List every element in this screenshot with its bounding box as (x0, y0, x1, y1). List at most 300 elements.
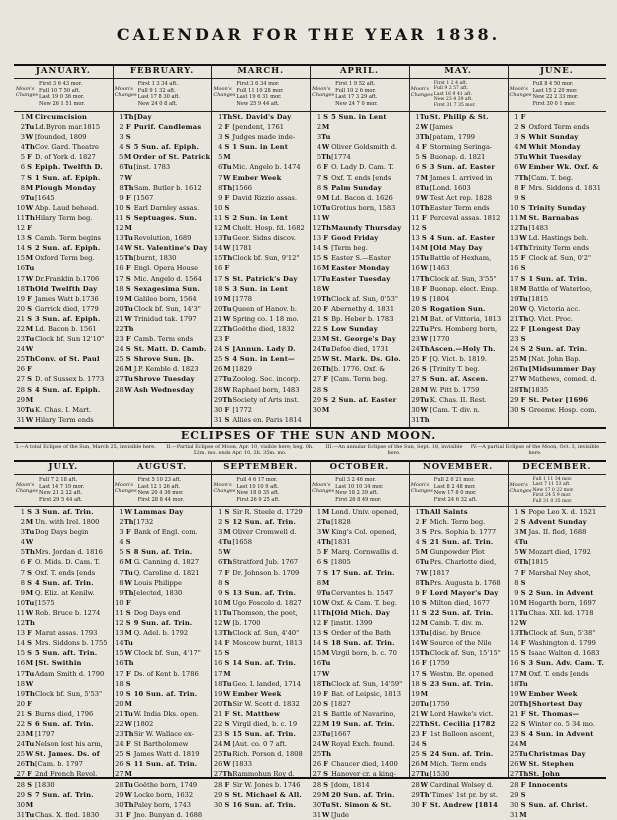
day-number: 13 (115, 234, 124, 243)
day-number: 8 (218, 578, 223, 587)
day-number: 16 (16, 659, 25, 668)
weekday-letter: Th (419, 415, 430, 424)
day-number: 20 (411, 699, 420, 708)
day-number: 26 (509, 760, 519, 769)
day-number: 10 (213, 203, 223, 212)
day-row (114, 324, 211, 334)
day-number: 26 (16, 365, 25, 374)
weekday-letter: S (125, 133, 131, 142)
day-number: 15 (411, 254, 420, 263)
day-number: 28 (312, 385, 322, 394)
day-event: [Day (133, 113, 152, 121)
weekday-letter: Th (222, 395, 233, 404)
day-number: 13 (312, 629, 322, 638)
weekday-letter: F (520, 324, 526, 333)
moon-phase: New 18 8 35 aft. (236, 490, 280, 497)
day-row (311, 203, 408, 213)
day-event: 9 Sun. af. Trin. (133, 619, 193, 628)
day-event: Oliver Cromwell d. (232, 528, 297, 537)
day-number: 30 (16, 405, 25, 414)
day-row (410, 547, 507, 557)
weekday-letter: F (224, 568, 230, 577)
weekday-letter: S (224, 719, 230, 728)
day-event: Hogarth born, 1697 (528, 598, 597, 607)
weekday-letter: S (27, 639, 32, 648)
day-number: 19 (411, 294, 420, 303)
moon-phase: First 24 6 32 aft. (433, 496, 478, 503)
day-row (114, 122, 211, 132)
day-event: Lond. Univ. opened, (331, 508, 399, 516)
day-event: Ld. Bacon b. 1561 (35, 324, 97, 333)
weekday-letter: M (124, 770, 132, 779)
day-row (311, 628, 408, 638)
day-row (15, 233, 112, 243)
day-number: 9 (119, 193, 124, 202)
day-list (212, 112, 309, 425)
day-number: 7 (218, 173, 223, 182)
day-row (212, 223, 309, 233)
day-event: [Cam. T. div. n. (429, 405, 480, 414)
day-event: Ember Wk. Oxf. & (528, 163, 599, 172)
day-number: 29 (509, 790, 519, 799)
weekday-letter: W (25, 679, 34, 688)
day-row (15, 304, 112, 314)
day-event (330, 122, 408, 132)
day-number: 20 (509, 304, 519, 313)
day-event: 2 Sun. af. Trin. (528, 345, 588, 354)
day-number: 28 (115, 385, 124, 394)
day-event: [1759 (429, 699, 450, 708)
day-row (15, 709, 112, 719)
day-number: 25 (213, 355, 223, 364)
weekday-letter: Th (222, 183, 233, 192)
day-row (212, 284, 309, 294)
day-row (311, 568, 408, 578)
day-number: 12 (213, 619, 223, 628)
day-row (114, 263, 211, 273)
day-row (311, 193, 408, 203)
day-row (114, 557, 211, 567)
day-row (15, 517, 112, 527)
day-row (15, 324, 112, 334)
moon-phase: Full 31 0 35 mor. (532, 498, 573, 504)
day-event: Clock af. Sun, 0'2" (528, 254, 592, 263)
day-number: 13 (213, 629, 223, 638)
day-number: 28 (16, 780, 25, 789)
day-event: [1530 (429, 770, 450, 779)
day-row (212, 507, 309, 517)
day-number: 22 (115, 719, 124, 728)
weekday-letter: M (25, 324, 34, 333)
day-event: [1575 (35, 598, 55, 607)
day-event (231, 334, 309, 344)
day-row (311, 132, 408, 142)
day-event (34, 679, 112, 689)
day-number: 12 (312, 619, 322, 628)
day-row (311, 223, 408, 233)
day-row (509, 759, 606, 769)
day-number: 20 (312, 699, 322, 708)
day-number: 14 (411, 244, 420, 253)
weekday-letter: Th (123, 800, 134, 809)
day-row (410, 568, 507, 578)
day-event: Whit Monday (528, 143, 581, 152)
day-row (509, 112, 606, 122)
day-row (410, 729, 507, 739)
day-row (212, 638, 309, 648)
day-event: 2 Sun. in Lent (232, 213, 289, 222)
day-number: 24 (213, 345, 223, 354)
day-row (509, 183, 606, 193)
weekday-letter: M (321, 719, 330, 728)
day-number: 31 (16, 810, 25, 819)
weekday-letter: Tu (25, 810, 35, 819)
weekday-letter: M (223, 224, 231, 233)
day-event (330, 213, 408, 223)
day-event: Whit Tuesday (528, 153, 582, 162)
weekday-letter: S (224, 730, 230, 739)
day-number: 3 (316, 133, 322, 142)
day-row (114, 203, 211, 213)
day-event: Cardinal Wolsey d. (429, 780, 494, 789)
day-number: 2 (316, 518, 322, 527)
moon-phase: New 20 4 36 mor. (137, 490, 184, 497)
day-event: Goëthe died, 1832 (232, 324, 295, 333)
weekday-letter: Th (123, 113, 134, 121)
weekday-letter: W (321, 143, 330, 152)
day-number: 27 (509, 770, 519, 779)
day-number: 18 (312, 679, 322, 688)
day-row (509, 284, 606, 294)
day-number: 21 (115, 709, 124, 718)
weekday-letter: Tu (518, 608, 528, 617)
day-event: [founded, 1809 (35, 133, 87, 142)
day-row (212, 679, 309, 689)
day-event: K. Chas. II. Rest. (429, 395, 487, 404)
weekday-letter: Th (419, 345, 430, 354)
day-event: Thomson, the poet, (232, 608, 298, 617)
day-number: 13 (509, 629, 519, 638)
day-number: 7 (514, 568, 519, 577)
day-event (133, 324, 211, 334)
weekday-letter: Tu (321, 659, 331, 668)
day-number: 13 (312, 234, 322, 243)
moon-phase: Full 2 0 21 mor. (433, 477, 475, 483)
weekday-letter: F (323, 760, 328, 769)
day-row (114, 183, 211, 193)
day-number: 3 (316, 528, 322, 537)
day-number: 25 (115, 355, 124, 364)
weekday-letter: F (520, 254, 526, 263)
moon-phase: Last 10 10 34 mor. (335, 483, 384, 490)
day-event: Oxf. T. ends [ends (35, 568, 96, 577)
day-number: 29 (312, 790, 322, 799)
day-row (509, 142, 606, 152)
month-name: JULY. (48, 462, 79, 472)
weekday-letter: W (223, 548, 231, 557)
weekday-letter: S (421, 750, 427, 759)
day-number: 21 (16, 709, 25, 718)
day-event: 3 Sun. af. Trin. (35, 508, 94, 516)
day-event: W. India Dks. open. (133, 709, 199, 718)
weekday-letter: M (321, 508, 330, 516)
weekday-letter: W (420, 264, 429, 273)
weekday-letter: S (224, 213, 230, 222)
day-event: St. Simon & St. (331, 800, 392, 809)
weekday-letter: M (321, 123, 330, 132)
day-row (15, 658, 112, 668)
day-number: 28 (213, 385, 223, 394)
day-number: 5 (119, 153, 124, 162)
day-row (311, 253, 408, 263)
day-row (509, 243, 606, 253)
month-name: JUNE. (540, 66, 574, 76)
weekday-letter: Th (419, 133, 430, 142)
weekday-letter: M (223, 365, 231, 374)
day-row (212, 314, 309, 324)
day-event: Spring co. 1 18 mo. (232, 314, 299, 323)
weekday-letter: Tu (123, 375, 133, 384)
day-event: Palm Sunday (331, 183, 382, 192)
day-row (410, 334, 507, 344)
day-row (410, 557, 507, 567)
weekday-letter: Th (222, 629, 233, 638)
day-number: 24 (312, 740, 322, 749)
day-row (509, 152, 606, 162)
day-row (114, 709, 211, 719)
day-event (133, 132, 211, 142)
weekday-letter: S (520, 730, 526, 739)
day-event: [1827 (331, 699, 351, 708)
month-name: DECEMBER. (522, 462, 592, 472)
day-row (509, 719, 606, 729)
day-number: 7 (20, 568, 25, 577)
day-event (231, 152, 309, 162)
day-number: 2 (218, 518, 223, 527)
day-number: 21 (411, 314, 420, 323)
day-event: 3 Sun. af. Easter (429, 163, 496, 172)
day-row (410, 132, 507, 142)
weekday-letter: W (223, 385, 231, 394)
weekday-letter: Th (25, 284, 35, 293)
day-event: Plough Monday (35, 183, 96, 192)
moon-phase: Last 19 0 36 mor. (39, 94, 85, 101)
day-row (311, 537, 408, 547)
day-row (114, 568, 211, 578)
day-row (311, 669, 408, 679)
weekday-letter: W (420, 123, 429, 132)
day-event (133, 658, 211, 668)
weekday-letter: S (323, 183, 329, 192)
day-row (114, 294, 211, 304)
weekday-letter: M (420, 385, 428, 394)
day-row (114, 790, 211, 800)
day-row (15, 739, 112, 749)
day-number: 9 (119, 588, 124, 597)
day-event: [1828 (331, 518, 351, 527)
day-number: 1 (218, 508, 223, 516)
day-number: 4 (119, 538, 124, 547)
day-row (509, 385, 606, 395)
day-number: 23 (509, 730, 519, 739)
day-number: 24 (509, 740, 519, 749)
day-row (509, 769, 606, 779)
weekday-letter: S (224, 578, 230, 587)
day-event (231, 578, 309, 588)
day-row (212, 769, 309, 779)
day-event: [1805 (331, 558, 351, 567)
weekday-letter: S (520, 193, 526, 202)
day-number: 16 (115, 659, 124, 668)
day-event: Christmas Day (528, 750, 586, 759)
weekday-letter: M (25, 395, 34, 404)
day-row (15, 395, 112, 405)
weekday-letter: S (323, 568, 329, 577)
day-number: 1 (514, 113, 519, 121)
month-name: OCTOBER. (329, 462, 390, 472)
day-event: [1831 (331, 538, 351, 547)
day-event: Shrove Tuesday (133, 375, 195, 384)
day-number: 3 (119, 133, 124, 142)
weekday-letter: Tu (123, 709, 133, 718)
day-event (528, 739, 606, 749)
weekday-letter: S (224, 790, 230, 799)
day-row (212, 294, 309, 304)
day-event: Ld. Hastings beh. (528, 234, 589, 243)
day-number: 29 (16, 790, 25, 799)
weekday-letter: F (520, 113, 526, 121)
day-number: 1 (415, 113, 420, 121)
day-event: [b. 1776. Oxf. & (331, 365, 386, 374)
day-row (212, 699, 309, 709)
day-number: 8 (514, 183, 519, 192)
weekday-letter: W (321, 740, 330, 749)
weekday-letter: Th (123, 254, 134, 263)
day-row (509, 122, 606, 132)
day-row (212, 132, 309, 142)
day-event: St Bartholomew (133, 740, 189, 749)
day-row (410, 385, 507, 395)
weekday-letter: Th (419, 274, 430, 283)
day-number: 7 (119, 173, 124, 182)
day-row (311, 608, 408, 618)
day-number: 14 (509, 639, 519, 648)
weekday-letter: F (520, 395, 526, 404)
weekday-letter: W (321, 598, 330, 607)
day-number: 25 (16, 355, 25, 364)
day-row (410, 223, 507, 233)
day-row (15, 638, 112, 648)
weekday-letter: Th (419, 719, 430, 728)
day-row (114, 223, 211, 233)
weekday-letter: S (224, 284, 230, 293)
day-event (231, 669, 309, 679)
weekday-letter: M (321, 649, 330, 658)
day-row (311, 385, 408, 395)
day-number: 26 (213, 365, 223, 374)
day-row (15, 344, 112, 354)
moon-phase: Last 19 6 31 mor. (236, 94, 282, 101)
day-event: [Aut. co. 0 7 aft. (232, 740, 288, 749)
weekday-letter: F (224, 335, 230, 344)
moon-changes-label: Moon's Changes (509, 86, 532, 98)
day-row (15, 354, 112, 364)
weekday-letter: M (124, 365, 132, 374)
weekday-letter: W (25, 415, 34, 424)
day-number: 26 (312, 365, 322, 374)
day-number: 25 (411, 355, 420, 364)
day-row (114, 344, 211, 354)
weekday-letter: F (125, 669, 131, 678)
weekday-letter: M (420, 314, 428, 323)
weekday-letter: Tu (419, 629, 430, 638)
day-event (330, 658, 408, 668)
month-name: MARCH. (237, 66, 285, 76)
moon-changes-label: Moon's Changes (114, 482, 137, 494)
day-event: Sun. af. Ascen. (429, 375, 489, 384)
weekday-letter: S (520, 588, 526, 597)
day-number: 10 (509, 203, 519, 212)
weekday-letter: Th (419, 649, 430, 658)
day-event (330, 284, 408, 294)
day-number: 19 (16, 294, 25, 303)
weekday-letter: M (25, 588, 34, 597)
moon-phase: Full 10 2 6 mor. (335, 87, 376, 94)
weekday-letter: S (27, 163, 32, 172)
weekday-letter: S (520, 405, 526, 414)
moon-phase: First 1 3 34 aft. (137, 81, 178, 87)
day-row (509, 800, 606, 810)
day-event: 15 Sun. af. Trin. (232, 730, 297, 739)
day-number: 9 (415, 588, 420, 597)
moon-phase: Full 1 11 34 mor. (532, 477, 573, 482)
day-number: 15 (16, 254, 25, 263)
weekday-letter: W (124, 719, 132, 728)
weekday-letter: Th (222, 699, 233, 708)
weekday-letter: Tu (518, 294, 528, 303)
day-row (311, 364, 408, 374)
day-event: Virgil died, b. c. 19 (232, 719, 298, 728)
weekday-letter: W (124, 578, 132, 587)
day-number: 27 (213, 770, 223, 779)
day-event: Buonap. d. 1821 (429, 153, 486, 162)
day-event: Revolution, 1689 (133, 234, 192, 243)
weekday-letter: S (421, 153, 427, 162)
day-list (15, 507, 112, 820)
day-row (15, 648, 112, 658)
weekday-letter: Tu (25, 123, 35, 132)
day-number: 17 (16, 274, 25, 283)
day-row (410, 405, 507, 415)
weekday-letter: W (420, 780, 429, 789)
day-event: Low Sunday (331, 324, 378, 333)
day-row (114, 719, 211, 729)
weekday-letter: F (323, 163, 328, 172)
day-number: 23 (115, 335, 124, 344)
day-row (410, 527, 507, 537)
day-row (410, 253, 507, 263)
day-row (114, 374, 211, 384)
day-event: Camb. T. div. m. (429, 619, 484, 628)
day-number: 20 (312, 304, 322, 313)
day-event: Trinity Sunday (528, 203, 587, 212)
weekday-letter: Tu (419, 770, 430, 779)
moon-phase: New 24 7 0 mor. (335, 100, 378, 107)
weekday-letter: M (321, 335, 330, 344)
day-row (311, 618, 408, 628)
day-event: 6 Sun. af. Trin. (35, 719, 94, 728)
month-name: AUGUST. (137, 462, 188, 472)
